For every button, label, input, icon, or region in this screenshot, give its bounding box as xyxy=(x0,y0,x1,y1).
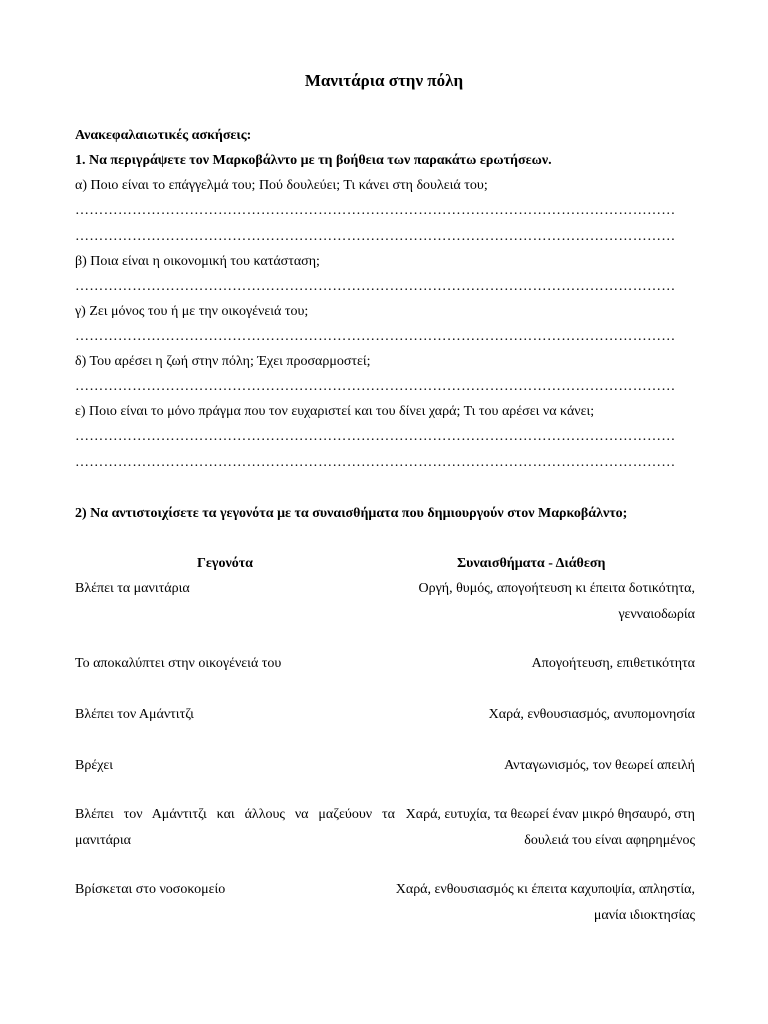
event-item: Βρέχει xyxy=(75,758,114,773)
event-item: Βλέπει τα μανιτάρια xyxy=(75,581,190,596)
question-b: β) Ποια είναι η οικονομική του κατάσταση; xyxy=(75,254,320,269)
events-column-header: Γεγονότα xyxy=(197,556,253,571)
emotion-item: Απογοήτευση, επιθετικότητα xyxy=(531,656,695,671)
question-c: γ) Ζει μόνος του ή με την οικογένειά του; xyxy=(75,304,309,319)
event-item: Το αποκαλύπτει στην οικογένειά του xyxy=(75,656,282,671)
section-heading: Ανακεφαλαιωτικές ασκήσεις: xyxy=(75,128,252,143)
answer-line[interactable]: ……………………………………………………………………………………………………………… xyxy=(75,429,676,444)
emotion-item: Χαρά, ενθουσιασμός, ανυπομονησία xyxy=(488,707,695,722)
answer-line[interactable]: ……………………………………………………………………………………………………………… xyxy=(75,455,676,470)
answer-line[interactable]: ……………………………………………………………………………………………………………… xyxy=(75,229,676,244)
exercise2-prompt: 2) Να αντιστοιχίσετε τα γεγονότα με τα συναισθήματα που δημιουργούν στον Μαρκοβάλντο; xyxy=(75,506,628,521)
answer-line[interactable]: ……………………………………………………………………………………………………………… xyxy=(75,329,676,344)
emotion-item: Χαρά, ευτυχία, τα θεωρεί έναν μικρό θησαυρό, στη δουλειά του είναι αφηρημένος xyxy=(405,807,695,848)
emotions-column-header: Συναισθήματα - Διάθεση xyxy=(457,556,606,571)
emotion-item: Χαρά, ενθουσιασμός κι έπειτα καχυποψία, απληστία, μανία ιδιοκτησίας xyxy=(395,882,695,923)
answer-line[interactable]: ……………………………………………………………………………………………………………… xyxy=(75,279,676,294)
answer-line[interactable]: ……………………………………………………………………………………………………………… xyxy=(75,379,676,394)
question-e: ε) Ποιο είναι το μόνο πράγμα που τον ευχαριστεί και του δίνει χαρά; Τι του αρέσει να κάνει; xyxy=(75,404,595,419)
page-title: Μανιτάρια στην πόλη xyxy=(304,71,464,90)
event-item: Βλέπει τον Αμάντιτζι xyxy=(75,707,194,722)
exercise1-prompt: 1. Να περιγράψετε τον Μαρκοβάλντο με τη βοήθεια των παρακάτω ερωτήσεων. xyxy=(75,153,552,168)
emotion-item: Ανταγωνισμός, τον θεωρεί απειλή xyxy=(504,758,695,773)
question-a: α) Ποιο είναι το επάγγελμά του; Πού δουλεύει; Τι κάνει στη δουλειά του; xyxy=(75,178,488,193)
event-item: Βλέπει τον Αμάντιτζι και άλλους να μαζεύουν τα μανιτάρια xyxy=(75,807,395,848)
question-d: δ) Του αρέσει η ζωή στην πόλη; Έχει προσαρμοστεί; xyxy=(75,354,371,369)
emotion-item: Οργή, θυμός, απογοήτευση κι έπειτα δοτικότητα, γενναιοδωρία xyxy=(418,581,695,622)
answer-line[interactable]: ……………………………………………………………………………………………………………… xyxy=(75,203,676,218)
event-item: Βρίσκεται στο νοσοκομείο xyxy=(75,882,226,897)
